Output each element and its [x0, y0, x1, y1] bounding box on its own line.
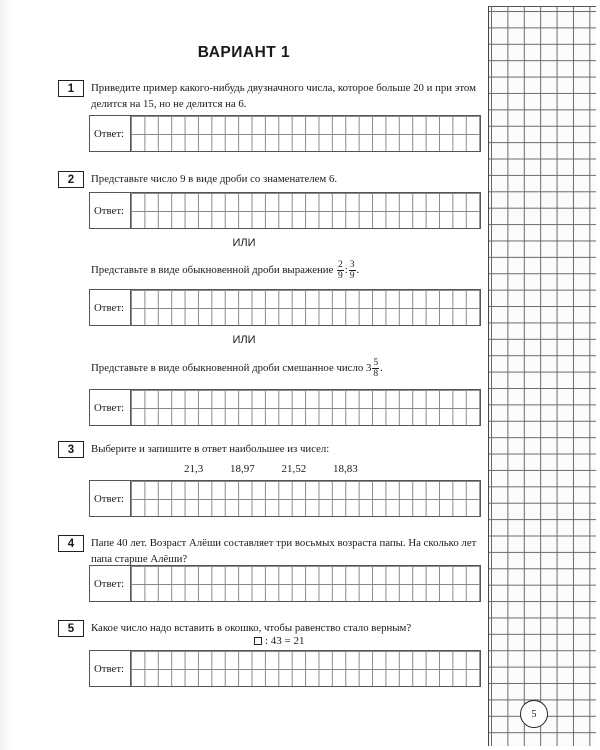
mixed-number-whole: 3 [365, 362, 372, 374]
answer-box-2[interactable] [89, 192, 481, 229]
question-text-2-alt2: Представьте в виде обыкновенной дроби смешанное число 3 $\frac{5}{8}$ . [91, 358, 383, 380]
question-text-2: Представьте число 9 в виде дроби со знаменателем 6. [91, 173, 338, 185]
question-text-4: Папе 40 лет. Возраст Алёши составляет три восьмых возраста папы. На сколько лет папа старше Алёши? [91, 537, 477, 565]
answer-cells[interactable] [130, 566, 480, 601]
answer-cells[interactable] [130, 481, 480, 516]
answer-cells[interactable] [130, 290, 480, 325]
answer-box-2-alt2[interactable] [89, 389, 481, 426]
number-option: 21,3 [184, 463, 204, 475]
answer-label: Ответ: [94, 204, 125, 217]
page-title: ВАРИАНТ 1 [197, 44, 291, 61]
alt2-prefix: Представьте в виде обыкновенной дроби смешанное число [91, 362, 364, 374]
equation-text: : 43 = 21 [265, 635, 305, 647]
alt1-prefix: Представьте в виде обыкновенной дроби выражение [91, 264, 334, 276]
answer-box-2-alt1[interactable] [89, 289, 481, 326]
answer-box-4[interactable] [89, 565, 481, 602]
question-number-2: 2 [58, 171, 84, 188]
answer-cells[interactable] [130, 651, 480, 686]
number-option: 18,83 [333, 463, 358, 475]
or-separator-1: ИЛИ [232, 237, 256, 249]
question-number-4: 4 [58, 535, 84, 552]
fraction-3-9: $\frac{3}{9}$ [349, 260, 355, 282]
answer-box-1[interactable] [89, 115, 481, 152]
division-operator: : [344, 264, 348, 276]
question-number-5: 5 [58, 620, 84, 637]
question-text-2-alt1: Представьте в виде обыкновенной дроби выражение $\frac{2}{9}$ : $\frac{3}{9}$ . [91, 260, 360, 282]
answer-label: Ответ: [94, 662, 125, 675]
page-number: 5 [520, 700, 548, 728]
answer-label: Ответ: [94, 492, 125, 505]
question-text-5: Какое число надо вставить в окошко, чтобы равенство стало верным? [91, 622, 412, 634]
answer-cells[interactable] [130, 390, 480, 425]
answer-box-5[interactable] [89, 650, 481, 687]
answer-label: Ответ: [94, 401, 125, 414]
answer-label: Ответ: [94, 577, 125, 590]
question-text-1: Приведите пример какого-нибудь двузначного числа, которое больше 20 и при этом делится на 15, но не делится на 6. [91, 82, 476, 110]
answer-label: Ответ: [94, 127, 125, 140]
answer-cells[interactable] [130, 116, 480, 151]
graph-paper-margin [488, 6, 596, 746]
number-option: 18,97 [230, 463, 255, 475]
number-list [184, 463, 382, 475]
fraction-5-8: $\frac{5}{8}$ [373, 358, 379, 380]
question-number-1: 1 [58, 80, 84, 97]
fraction-2-9: $\frac{2}{9}$ [338, 260, 343, 282]
answer-label: Ответ: [94, 301, 125, 314]
equation [254, 635, 305, 647]
question-text-3: Выберите и запишите в ответ наибольшее из чисел: [91, 443, 330, 455]
question-number-3: 3 [58, 441, 84, 458]
answer-cells[interactable] [130, 193, 480, 228]
or-separator-2: ИЛИ [232, 334, 256, 346]
answer-box-3[interactable] [89, 480, 481, 517]
empty-box-icon [254, 637, 262, 645]
number-option: 21,52 [281, 463, 307, 475]
